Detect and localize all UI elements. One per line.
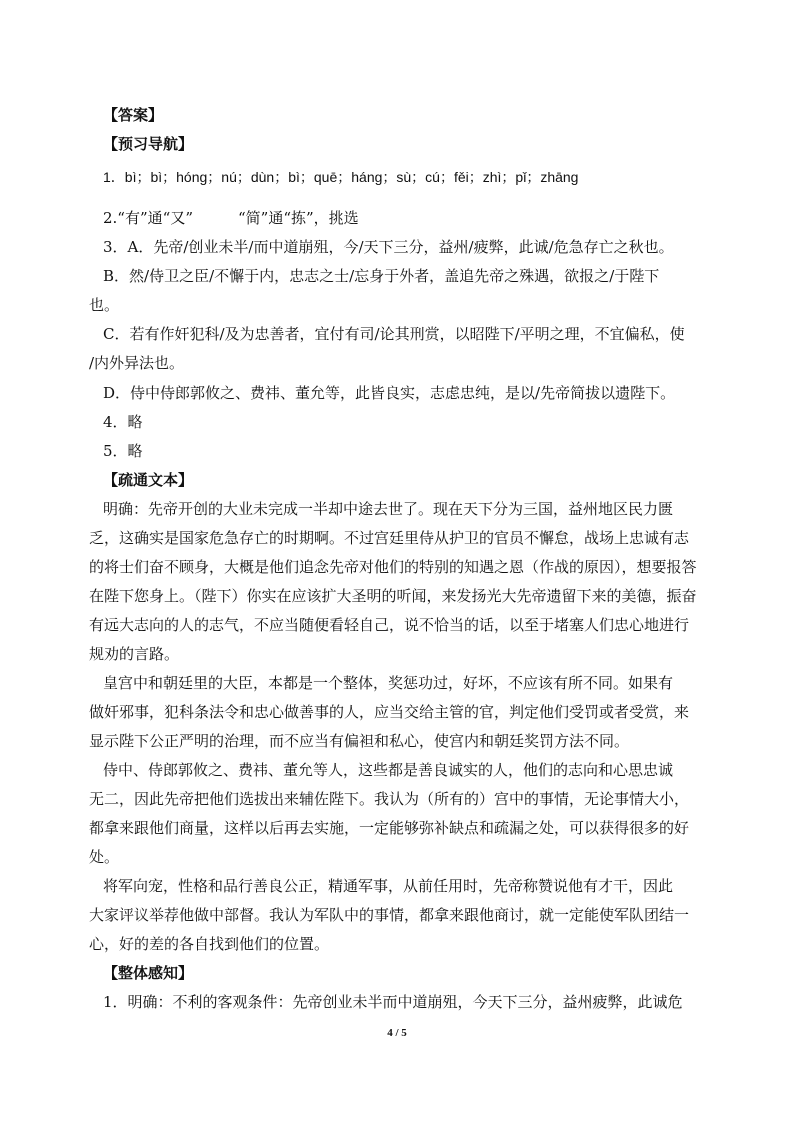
preview-item-3d: D．侍中侍郎郭攸之、费祎、董允等，此皆良实，志虑忠纯，是以/先帝简拔以遗陛下。 [103,384,676,402]
preview-item-1: 1．bì；bì；hóng；nú；dùn；bì；quē；háng；sù；cú；fěi；zhì；pǐ；zhāng [103,169,579,185]
preview-item-5: 5．略 [103,442,143,460]
preview-item-3a: 3．A．先帝/创业未半/而中道崩殂，今/天下三分，益州/疲弊，此诚/危急存亡之秋也。 [103,238,674,256]
text-line: 无二，因此先帝把他们选拔出来辅佐陛下。我认为（所有的）宫中的事情，无论事情大小， [89,790,690,808]
overall-heading: 【整体感知】 [103,964,194,982]
text-line: 皇宫中和朝廷里的大臣，本都是一个整体，奖惩功过，好坏，不应该有所不同。如果有 [103,674,674,692]
text-line: 将军向宠，性格和品行善良公正，精通军事，从前任用时，先帝称赞说他有才干，因此 [103,877,674,895]
preview-item-3c-line1: C．若有作奸犯科/及为忠善者，宜付有司/论其刑赏，以昭陛下/平明之理，不宜偏私，使 [103,325,685,343]
text-line: 显示陛下公正严明的治理，而不应当有偏袒和私心，使宫内和朝廷奖罚方法不同。 [89,732,630,750]
answer-heading: 【答案】 [103,106,164,124]
overall-line-1: 1．明确：不利的客观条件：先帝创业未半而中道崩殂，今天下三分，益州疲弊，此诚危 [103,993,683,1011]
preview-item-4: 4．略 [103,413,143,431]
preview-item-3c-line2: /内外异法也。 [89,354,185,372]
page-number: 4 / 5 [387,1027,407,1039]
text-heading: 【疏通文本】 [103,471,194,489]
text-line: 做奸邪事，犯科条法令和忠心做善事的人，应当交给主管的官，判定他们受罚或者受赏，来 [89,703,690,721]
text-line: 侍中、侍郎郭攸之、费祎、董允等人，这些都是善良诚实的人，他们的志向和心思忠诚 [103,761,674,779]
text-line: 明确：先帝开创的大业未完成一半却中途去世了。现在天下分为三国，益州地区民力匮 [103,500,674,518]
preview-item-2: 2.“有”通“又” “简”通“拣”，挑选 [103,209,359,227]
text-line: 乏，这确实是国家危急存亡的时期啊。不过宫廷里侍从护卫的官员不懈怠，战场上忠诚有志 [89,529,690,547]
text-line: 有远大志向的人的志气，不应当随便看轻自己，说不恰当的话，以至于堵塞人们忠心地进行 [89,616,690,634]
preview-heading: 【预习导航】 [103,135,194,153]
text-line: 处。 [89,848,120,866]
text-line: 规劝的言路。 [89,645,180,663]
text-line: 大家评议举荐他做中部督。我认为军队中的事情，都拿来跟他商讨，就一定能使军队团结一 [89,906,690,924]
text-line: 心，好的差的各自找到他们的位置。 [89,935,330,953]
text-line: 都拿来跟他们商量，这样以后再去实施，一定能够弥补缺点和疏漏之处，可以获得很多的好 [89,819,690,837]
preview-item-3b-line2: 也。 [89,296,120,314]
text-line: 在陛下您身上。（陛下）你实在应该扩大圣明的听闻，来发扬光大先帝遗留下来的美德，振奋 [89,587,697,605]
preview-item-3b-line1: B．然/侍卫之臣/不懈于内，忠志之士/忘身于外者，盖追先帝之殊遇，欲报之/于陛下 [103,267,660,285]
text-line: 的将士们奋不顾身，大概是他们追念先帝对他们的特别的知遇之恩（作战的原因），想要报答 [89,558,697,576]
